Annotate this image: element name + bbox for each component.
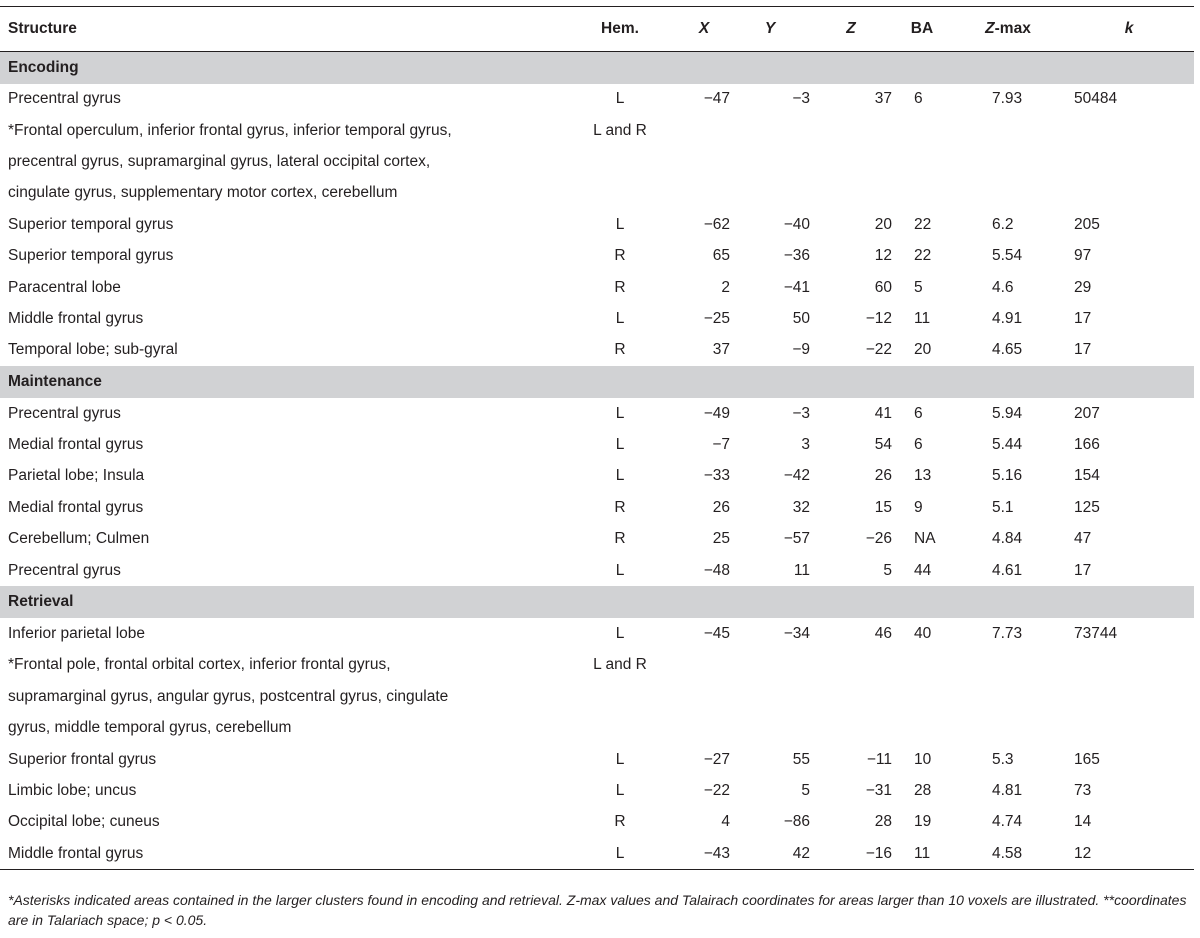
- cell-structure: Cerebellum; Culmen: [8, 530, 150, 548]
- cell-z: 12: [874, 247, 892, 265]
- cell-x: −43: [703, 844, 730, 862]
- cell-z: −26: [865, 530, 892, 548]
- cell-ba: 5: [914, 278, 923, 296]
- cell-y: −42: [783, 467, 810, 485]
- cell-ba: 11: [914, 844, 931, 862]
- cell-y: −57: [783, 530, 810, 548]
- cell-structure: Occipital lobe; cuneus: [8, 813, 160, 831]
- cell-ba: [892, 178, 952, 209]
- cell-hem: L: [615, 782, 625, 799]
- cell-y: [730, 178, 810, 209]
- cell-ba: [892, 681, 952, 712]
- section-row: [0, 366, 1194, 398]
- cell-y: 50: [792, 309, 810, 327]
- cell-x: 25: [712, 530, 730, 548]
- cell-y: [730, 681, 810, 712]
- cell-z: [810, 115, 892, 146]
- cell-y: −3: [792, 90, 810, 108]
- table-row: [0, 84, 1194, 115]
- cell-hem: [562, 681, 678, 712]
- cell-ba: 22: [914, 215, 932, 233]
- cell-x: [678, 178, 730, 209]
- cell-k: [1064, 650, 1194, 681]
- table-row: [0, 492, 1194, 523]
- cell-z: [810, 650, 892, 681]
- cell-z: [810, 178, 892, 209]
- cell-hem: L: [615, 436, 625, 454]
- cell-ba: 11: [914, 309, 931, 327]
- cell-k: 207: [1074, 404, 1100, 422]
- cell-z: [810, 681, 892, 712]
- cell-ba: 20: [914, 341, 932, 359]
- cell-structure: Precentral gyrus: [8, 404, 121, 422]
- cell-x: 2: [721, 278, 730, 296]
- table-row: [0, 240, 1194, 271]
- cell-k: 166: [1074, 436, 1100, 454]
- cell-structure: *Frontal operculum, inferior frontal gyrus, inferior temporal gyrus,: [8, 121, 452, 139]
- cell-structure: Temporal lobe; sub-gyral: [8, 341, 178, 359]
- table-row: [0, 115, 1194, 146]
- cell-z: 15: [874, 498, 892, 516]
- table-row: [0, 335, 1194, 366]
- table-row: [0, 618, 1194, 649]
- cell-k: 50484: [1074, 90, 1118, 108]
- table-row: [0, 272, 1194, 303]
- cell-zmax: 4.81: [992, 782, 1023, 799]
- cell-ba: 22: [914, 247, 932, 265]
- cell-y: [730, 713, 810, 744]
- cell-x: [678, 650, 730, 681]
- cell-x: −62: [703, 215, 730, 233]
- cell-k: 17: [1074, 309, 1092, 327]
- cell-y: −86: [783, 813, 810, 831]
- cell-ba: 44: [914, 561, 932, 579]
- section-row: [0, 586, 1194, 618]
- cell-x: 4: [721, 813, 730, 831]
- cell-hem: R: [614, 530, 626, 548]
- cell-x: −33: [703, 467, 730, 485]
- cell-hem: R: [614, 247, 626, 265]
- cell-k: 97: [1074, 247, 1092, 265]
- table-row: [0, 555, 1194, 586]
- cell-zmax: 5.1: [992, 498, 1014, 516]
- cell-z: 28: [874, 813, 892, 831]
- table-row: [0, 398, 1194, 429]
- cell-zmax: 5.54: [992, 247, 1023, 265]
- cell-structure: cingulate gyrus, supplementary motor cortex, cerebellum: [8, 184, 398, 202]
- cell-k: 205: [1074, 215, 1100, 233]
- cell-structure: Paracentral lobe: [8, 278, 121, 296]
- cell-x: 37: [712, 341, 730, 359]
- cell-hem: R: [614, 278, 626, 296]
- cell-z: 5: [883, 561, 892, 579]
- cell-y: −36: [783, 247, 810, 265]
- table-body: [0, 52, 1194, 870]
- cell-x: 65: [712, 247, 730, 265]
- cell-structure: gyrus, middle temporal gyrus, cerebellum: [8, 719, 292, 737]
- cell-zmax: 5.16: [992, 467, 1023, 485]
- cell-zmax: 7.93: [992, 90, 1023, 108]
- cell-hem: R: [614, 498, 626, 516]
- cell-ba: [892, 650, 952, 681]
- cell-hem: L: [615, 467, 625, 485]
- cell-zmax: 5.44: [992, 436, 1023, 454]
- cell-x: −45: [703, 625, 730, 643]
- col-hem: Hem.: [601, 20, 639, 37]
- col-k: k: [1124, 20, 1134, 37]
- cell-z: [810, 713, 892, 744]
- cell-zmax: [952, 713, 1064, 744]
- cell-k: 17: [1074, 341, 1092, 359]
- cell-hem: L: [615, 561, 625, 579]
- cell-k: 29: [1074, 278, 1092, 296]
- cell-ba: [892, 713, 952, 744]
- cell-z: 41: [874, 404, 892, 422]
- cell-zmax: 4.61: [992, 561, 1023, 579]
- cell-structure: Superior frontal gyrus: [8, 750, 157, 768]
- table-row: [0, 524, 1194, 555]
- table-row: [0, 650, 1194, 681]
- cell-structure: Parietal lobe; Insula: [8, 467, 145, 485]
- cell-structure: Precentral gyrus: [8, 90, 121, 108]
- table-row: [0, 178, 1194, 209]
- table-row: [0, 429, 1194, 460]
- cell-structure: Middle frontal gyrus: [8, 844, 144, 862]
- cell-z: 37: [874, 90, 892, 108]
- cell-k: 47: [1074, 530, 1092, 548]
- cell-z: 60: [874, 278, 892, 296]
- cell-k: 73744: [1074, 625, 1118, 643]
- cell-hem: R: [614, 813, 626, 831]
- section-row: [0, 52, 1194, 84]
- cell-k: 125: [1074, 498, 1100, 516]
- cell-k: 17: [1074, 561, 1092, 579]
- cell-z: −22: [865, 341, 892, 359]
- col-zmax: Z-max: [985, 20, 1031, 37]
- col-structure: Structure: [8, 20, 77, 37]
- cell-ba: 10: [914, 750, 932, 768]
- section-title: Encoding: [8, 58, 79, 76]
- cell-hem: L: [615, 750, 625, 768]
- cell-k: 165: [1074, 750, 1100, 768]
- cell-hem: [562, 713, 678, 744]
- cell-z: −31: [865, 782, 892, 799]
- cell-y: 5: [801, 782, 810, 799]
- cell-ba: 9: [914, 498, 923, 516]
- cell-hem: [562, 146, 678, 177]
- col-y: Y: [764, 20, 776, 37]
- cell-hem: L: [615, 404, 625, 422]
- cell-k: [1064, 178, 1194, 209]
- cell-structure: Superior temporal gyrus: [8, 215, 174, 233]
- cell-structure: Middle frontal gyrus: [8, 309, 144, 327]
- cell-k: 12: [1074, 844, 1092, 862]
- cell-x: −7: [712, 436, 730, 454]
- cell-z: 26: [874, 467, 892, 485]
- cell-k: [1064, 681, 1194, 712]
- cell-zmax: 5.94: [992, 404, 1023, 422]
- cell-zmax: 7.73: [992, 625, 1023, 643]
- cell-x: [678, 115, 730, 146]
- cell-x: [678, 681, 730, 712]
- cell-y: 11: [793, 561, 810, 579]
- cell-z: −11: [866, 750, 892, 768]
- cell-k: [1064, 146, 1194, 177]
- cell-y: [730, 115, 810, 146]
- cell-structure: Medial frontal gyrus: [8, 436, 144, 454]
- cell-structure: Limbic lobe; uncus: [8, 782, 137, 799]
- table-row: [0, 681, 1194, 712]
- cell-z: 20: [874, 215, 892, 233]
- cell-ba: 6: [914, 436, 923, 454]
- cell-zmax: 5.3: [992, 750, 1014, 768]
- table-row: [0, 303, 1194, 334]
- cell-x: −27: [703, 750, 730, 768]
- cell-k: 73: [1074, 782, 1092, 799]
- table-row: [0, 775, 1194, 806]
- cell-zmax: 4.91: [992, 309, 1023, 327]
- cell-hem: [562, 178, 678, 209]
- cell-structure: Precentral gyrus: [8, 561, 121, 579]
- col-z: Z: [846, 20, 856, 37]
- cell-ba: 40: [914, 625, 932, 643]
- cell-z: 46: [874, 625, 892, 643]
- cell-zmax: [952, 650, 1064, 681]
- cell-structure: precentral gyrus, supramarginal gyrus, lateral occipital cortex,: [8, 152, 431, 170]
- table-row: [0, 146, 1194, 177]
- cell-k: [1064, 115, 1194, 146]
- cell-structure: Medial frontal gyrus: [8, 498, 144, 516]
- cell-y: 42: [792, 844, 810, 862]
- cell-hem: L: [615, 625, 625, 643]
- cell-k: [1064, 713, 1194, 744]
- cell-y: −34: [783, 625, 810, 643]
- cell-ba: 28: [914, 782, 932, 799]
- table-header-row: [0, 7, 1194, 52]
- cell-x: −22: [703, 782, 730, 799]
- cell-ba: 13: [914, 467, 932, 485]
- cell-zmax: 4.58: [992, 844, 1023, 862]
- table-row: [0, 209, 1194, 240]
- cell-x: −48: [703, 561, 730, 579]
- cell-x: −47: [703, 90, 730, 108]
- results-table: [0, 6, 1194, 870]
- cell-structure: *Frontal pole, frontal orbital cortex, inferior frontal gyrus,: [8, 656, 391, 674]
- cell-x: 26: [712, 498, 730, 516]
- cell-y: 32: [792, 498, 810, 516]
- cell-z: −12: [865, 309, 892, 327]
- cell-hem: L and R: [593, 121, 647, 139]
- cell-ba: [892, 146, 952, 177]
- cell-ba: NA: [914, 530, 936, 548]
- cell-zmax: [952, 115, 1064, 146]
- cell-y: 55: [792, 750, 810, 768]
- cell-y: −40: [783, 215, 810, 233]
- cell-x: [678, 146, 730, 177]
- cell-hem: R: [614, 341, 626, 359]
- table-row: [0, 807, 1194, 838]
- cell-x: −25: [703, 309, 730, 327]
- cell-x: −49: [703, 404, 730, 422]
- cell-x: [678, 713, 730, 744]
- cell-ba: 19: [914, 813, 932, 831]
- cell-y: −9: [792, 341, 810, 359]
- cell-structure: Superior temporal gyrus: [8, 247, 174, 265]
- cell-hem: L: [615, 844, 625, 862]
- table-row: [0, 713, 1194, 744]
- cell-zmax: [952, 178, 1064, 209]
- section-title: Maintenance: [8, 373, 102, 391]
- cell-hem: L and R: [593, 656, 647, 674]
- cell-structure: Inferior parietal lobe: [8, 625, 145, 643]
- cell-hem: L: [615, 215, 625, 233]
- cell-ba: [892, 115, 952, 146]
- cell-ba: 6: [914, 90, 923, 108]
- table-footnote: *Asterisks indicated areas contained in the larger clusters found in encoding and retrieval. Z-max values and Talairach coordinates for areas larger than 10 voxels are illustrated. **coordinates are in Talariach space; p < 0.05.: [8, 892, 1187, 928]
- cell-zmax: 4.84: [992, 530, 1023, 548]
- cell-hem: L: [615, 90, 625, 108]
- cell-zmax: [952, 146, 1064, 177]
- cell-zmax: [952, 681, 1064, 712]
- cell-ba: 6: [914, 404, 923, 422]
- table-row: [0, 838, 1194, 869]
- cell-k: 14: [1074, 813, 1092, 831]
- col-ba: BA: [910, 20, 934, 37]
- cell-y: 3: [801, 436, 810, 454]
- cell-zmax: 6.2: [992, 215, 1014, 233]
- cell-z: [810, 146, 892, 177]
- cell-y: [730, 146, 810, 177]
- cell-y: −3: [792, 404, 810, 422]
- cell-k: 154: [1074, 467, 1100, 485]
- cell-structure: supramarginal gyrus, angular gyrus, postcentral gyrus, cingulate: [8, 687, 449, 705]
- cell-zmax: 4.6: [992, 278, 1014, 296]
- cell-hem: L: [615, 309, 625, 327]
- table-row: [0, 744, 1194, 775]
- cell-z: −16: [865, 844, 892, 862]
- col-x: X: [698, 20, 710, 37]
- table-row: [0, 461, 1194, 492]
- cell-y: −41: [783, 278, 810, 296]
- cell-zmax: 4.74: [992, 813, 1023, 831]
- section-title: Retrieval: [8, 593, 74, 611]
- cell-z: 54: [874, 436, 892, 454]
- cell-zmax: 4.65: [992, 341, 1023, 359]
- cell-y: [730, 650, 810, 681]
